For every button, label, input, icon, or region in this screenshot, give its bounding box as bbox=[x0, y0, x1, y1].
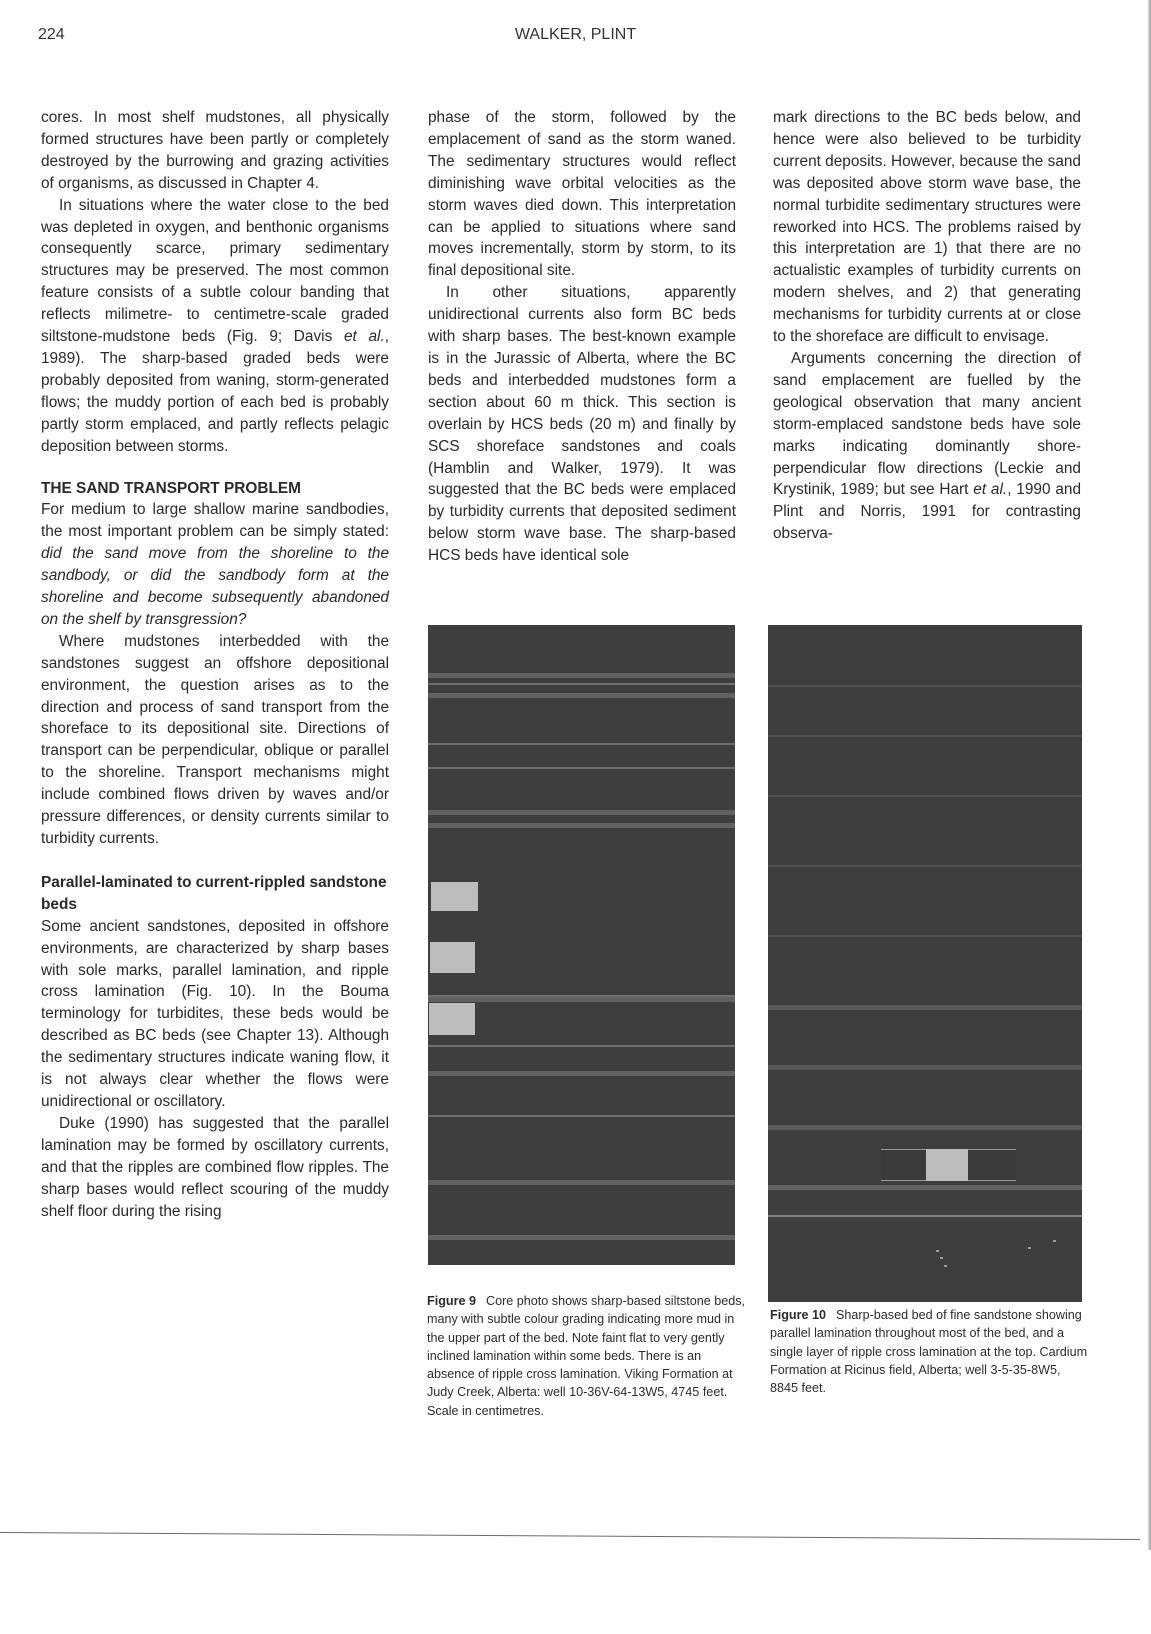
figure-label: Figure 9 bbox=[427, 1294, 476, 1308]
page-number: 224 bbox=[38, 26, 65, 43]
figure-9-core-photo bbox=[428, 625, 735, 1265]
sand-grain bbox=[1028, 1247, 1031, 1249]
scale-bar-cm bbox=[429, 1003, 475, 1035]
section-heading: THE SAND TRANSPORT PROBLEM bbox=[41, 479, 301, 497]
scan-page-edge bbox=[1147, 0, 1151, 1550]
paragraph: For medium to large shallow marine sandbodies, the most important problem can be simply stated: did the sand move from the shoreline to the sandbody, or did the sandbody form at the shoreline and become subsequently abandoned on the shelf by transgression? bbox=[41, 501, 389, 628]
lamination-band bbox=[428, 1115, 735, 1117]
figure-10-core-photo bbox=[768, 625, 1082, 1302]
paragraph: In other situations, apparently unidirectional currents also form BC beds with sharp bases. The best-known example is in the Jurassic of Alberta, where the BC beds and interbedded mudstones form a section about 60 m thick. This section is overlain by HCS beds (20 m) and finally by SCS shoreface sandstones and coals (Hamblin and Walker, 1979). It was suggested that the BC beds were emplaced by turbidity currents that deposited sediment below storm wave base. The sharp-based HCS beds have identical sole bbox=[428, 284, 736, 565]
lamination-band bbox=[428, 673, 735, 678]
lamination-band bbox=[428, 683, 735, 685]
sand-grain bbox=[944, 1265, 947, 1267]
paragraph: Arguments concerning the direction of sand emplacement are fuelled by the geological observation that many ancient storm-emplaced sandstone beds have sole marks indicating dominantly shore-perpendicular flow directions (Leckie and Krystinik, 1989; but see Hart et al., 1990 and Plint and Norris, 1991 for contrasting observa- bbox=[773, 349, 1081, 543]
lamination-band bbox=[768, 935, 1082, 937]
lamination-band bbox=[768, 795, 1082, 797]
lamination-band bbox=[768, 685, 1082, 687]
lamination-band bbox=[428, 1071, 735, 1076]
figure-10-caption bbox=[770, 1306, 1088, 1397]
text-column-2 bbox=[428, 107, 736, 567]
running-title: WALKER, PLINT bbox=[514, 26, 637, 43]
subsection-heading: Parallel-laminated to current-rippled sandstone beds bbox=[41, 873, 387, 913]
paragraph: Where mudstones interbedded with the sandstones suggest an offshore depositional environment, the question arises as to the direction and process of sand transport from the shoreface to its depositional site. Directions of transport can be perpendicular, oblique or parallel to the shoreline. Transport mechanisms might include combined flows driven by waves and/or pressure differences, or density currents similar to turbidity currents. bbox=[41, 632, 389, 847]
lamination-band bbox=[768, 1065, 1082, 1070]
scale-bar-cm bbox=[431, 882, 478, 911]
lamination-band bbox=[428, 743, 735, 745]
lamination-band bbox=[768, 1005, 1082, 1010]
caption-text: Core photo shows sharp-based siltstone beds, many with subtle colour grading indicating more mud in the upper part of the bed. Note faint flat to very gently inclined lamination within some beds. There is an absence of ripple cross lamination. Viking Formation at Judy Creek, Alberta: well 10-36V-64-13W5, 4745 feet. Scale in centimetres. bbox=[427, 1294, 746, 1418]
scale-bar-cm bbox=[430, 942, 475, 973]
lamination-band bbox=[428, 693, 735, 698]
paragraph: cores. In most shelf mudstones, all physically formed structures have been partly or completely destroyed by the burrowing and grazing activities of organisms, as discussed in Chapter 4. bbox=[41, 109, 389, 192]
sand-grain bbox=[1053, 1240, 1056, 1242]
paragraph: Duke (1990) has suggested that the parallel lamination may be formed by oscillatory currents, and that the ripples are combined flow ripples. The sharp bases would reflect scouring of the muddy shelf floor during the rising bbox=[41, 1114, 389, 1220]
paragraph: mark directions to the BC beds below, and hence were also believed to be turbidity current deposits. However, because the sand was deposited above storm wave base, the normal turbidite sedimentary structures were reworked into HCS. The problems raised by this interpretation are 1) that there are no actualistic examples of turbidity currents on modern shelves, and 2) that generating mechanisms for turbidity currents at or close to the shoreface are difficult to envisage. bbox=[773, 109, 1081, 346]
paragraph: In situations where the water close to the bed was depleted in oxygen, and benthonic organisms consequently scarce, primary sedimentary structures may be preserved. The most common feature consists of a subtle colour banding that reflects milimetre- to centimetre-scale graded siltstone-mudstone beds (Fig. 9; Davis et al., 1989). The sharp-based graded beds were probably deposited from waning, storm-generated flows; the muddy portion of each bed is probably partly storm emplaced, and partly reflects pelagic deposition between storms. bbox=[41, 196, 390, 455]
figure-9-caption bbox=[427, 1292, 747, 1420]
lamination-band bbox=[428, 1045, 735, 1047]
sharp-base bbox=[768, 1215, 1082, 1217]
lamination-band bbox=[428, 1235, 735, 1240]
lamination-band bbox=[428, 1180, 735, 1185]
lamination-band bbox=[428, 823, 735, 828]
lamination-band bbox=[768, 865, 1082, 867]
lamination-band bbox=[428, 997, 735, 1002]
scan-artifact-line bbox=[0, 1532, 1140, 1540]
text-column-1 bbox=[41, 107, 389, 1222]
paragraph: Some ancient sandstones, deposited in offshore environments, are characterized by sharp bases with sole marks, parallel lamination, and ripple cross lamination (Fig. 10). In the Bouma terminology for turbidites, these beds would be described as BC beds (see Chapter 13). Although the sedimentary structures indicate waning flow, it is not always clear whether the flows were unidirectional or oscillatory. bbox=[41, 917, 389, 1110]
lamination-band bbox=[768, 735, 1082, 737]
sand-grain bbox=[936, 1250, 939, 1252]
caption-text: Sharp-based bed of fine sandstone showing parallel lamination throughout most of the bed, and a single layer of ripple cross lamination at the top. Cardium Formation at Ricinus field, Alberta; well 3-5-35-8W5, 8845 feet. bbox=[770, 1308, 1088, 1396]
lamination-band bbox=[768, 1185, 1082, 1190]
paragraph: phase of the storm, followed by the emplacement of sand as the storm waned. The sedimentary structures would reflect diminishing wave orbital velocities as the storm waves died down. This interpretation can be applied to situations where sand moves incrementally, storm by storm, to its final depositional site. bbox=[428, 109, 736, 280]
text-column-3 bbox=[773, 107, 1081, 545]
running-head bbox=[0, 26, 1151, 50]
lamination-band bbox=[428, 810, 735, 815]
lamination-band bbox=[428, 767, 735, 769]
scale-bar-cm bbox=[926, 1149, 968, 1181]
sand-grain bbox=[940, 1257, 943, 1259]
figure-label: Figure 10 bbox=[770, 1308, 826, 1322]
lamination-band bbox=[768, 1125, 1082, 1130]
